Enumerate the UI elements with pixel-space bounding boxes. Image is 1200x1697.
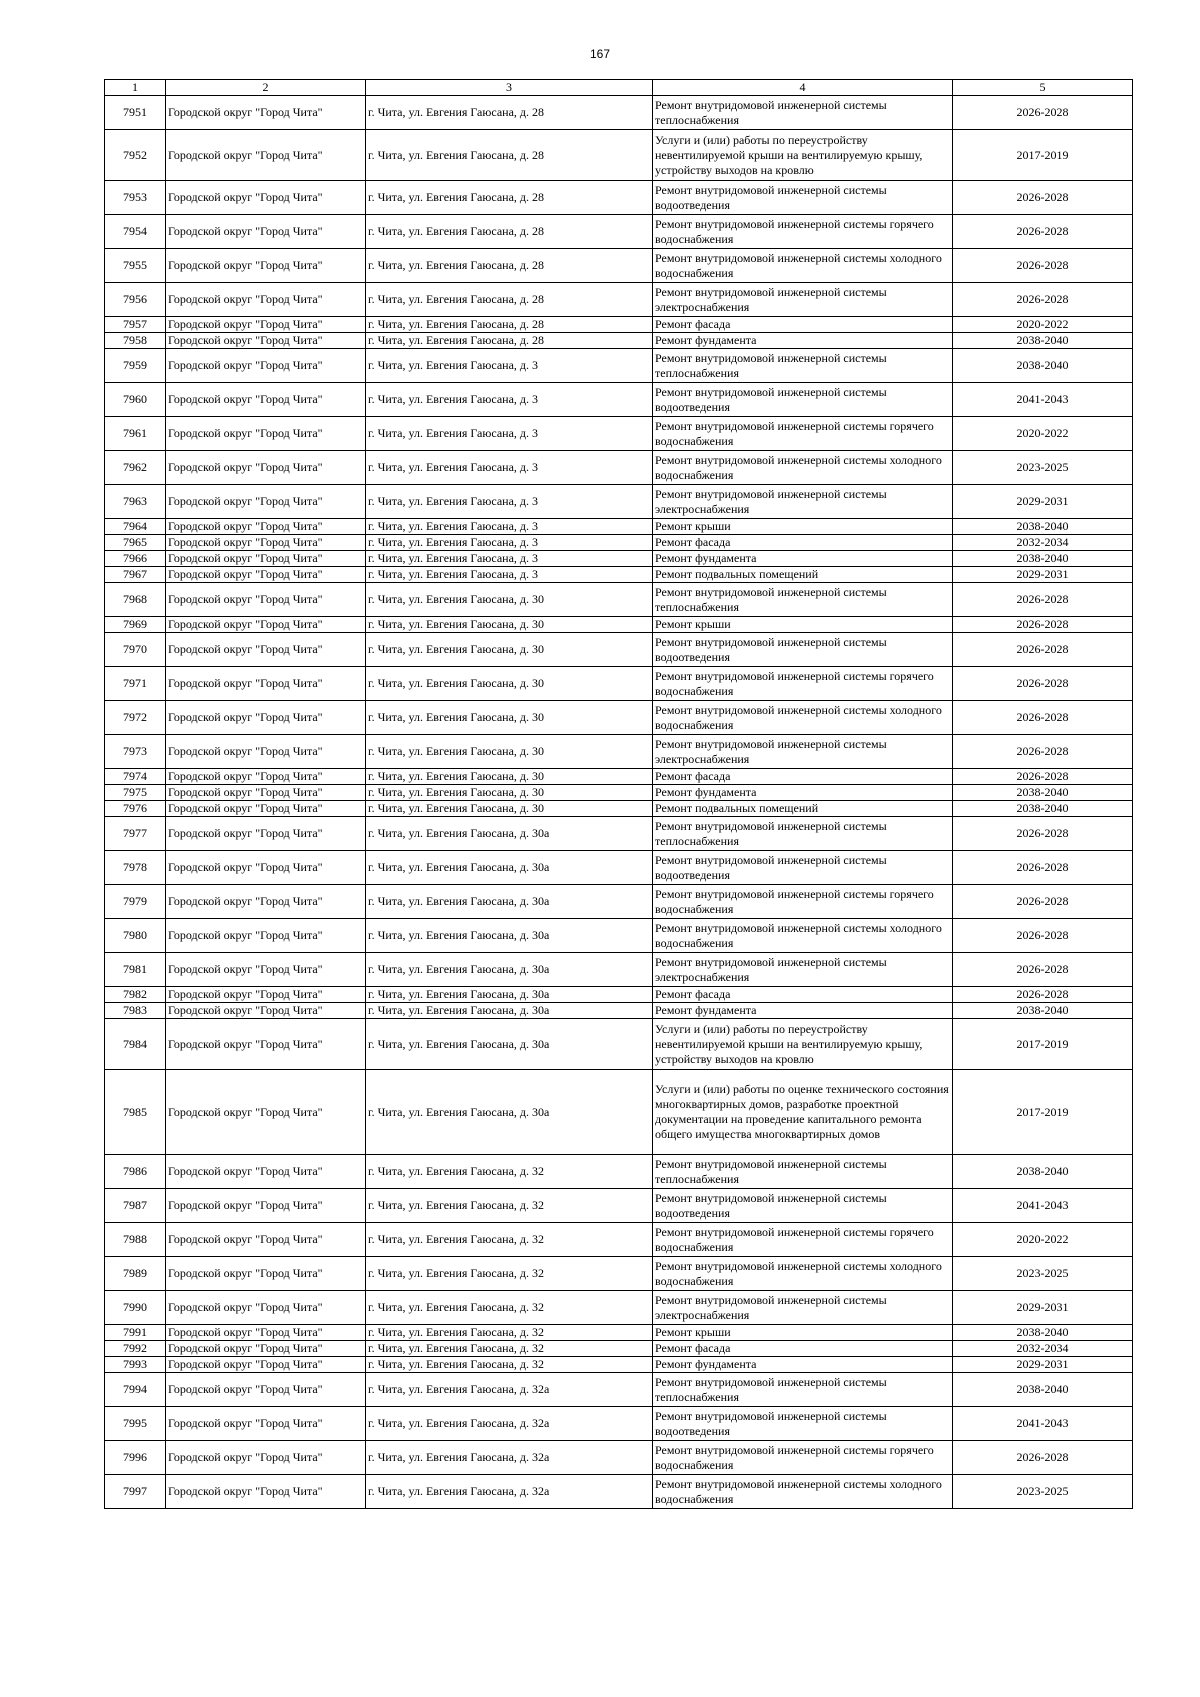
row-number: 7953 [105,181,166,215]
row-number: 7977 [105,817,166,851]
address-cell: г. Чита, ул. Евгения Гаюсана, д. 28 [366,317,653,333]
row-number: 7983 [105,1003,166,1019]
period-cell: 2017-2019 [953,130,1133,181]
address-cell: г. Чита, ул. Евгения Гаюсана, д. 3 [366,349,653,383]
period-cell: 2041-2043 [953,383,1133,417]
row-number: 7972 [105,701,166,735]
address-cell: г. Чита, ул. Евгения Гаюсана, д. 32 [366,1341,653,1357]
municipality-cell: Городской округ "Город Чита" [166,1325,366,1341]
period-cell: 2026-2028 [953,215,1133,249]
address-cell: г. Чита, ул. Евгения Гаюсана, д. 28 [366,96,653,130]
table-row [105,1325,1133,1341]
period-cell: 2038-2040 [953,1325,1133,1341]
period-cell: 2023-2025 [953,1475,1133,1509]
period-cell: 2020-2022 [953,1223,1133,1257]
row-number: 7968 [105,583,166,617]
municipality-cell: Городской округ "Город Чита" [166,485,366,519]
address-cell: г. Чита, ул. Евгения Гаюсана, д. 30а [366,1070,653,1155]
table-row [105,1155,1133,1189]
work-type-cell: Ремонт фасада [653,535,953,551]
work-type-cell: Услуги и (или) работы по переустройству невентилируемой крыши на вентилируемую крышу, устройству выходов на кровлю [653,1019,953,1070]
municipality-cell: Городской округ "Город Чита" [166,1407,366,1441]
work-type-cell: Ремонт фундамента [653,551,953,567]
period-cell: 2026-2028 [953,633,1133,667]
table-row [105,1357,1133,1373]
municipality-cell: Городской округ "Город Чита" [166,633,366,667]
capital-repair-table [104,79,1133,1509]
period-cell: 2026-2028 [953,769,1133,785]
row-number: 7992 [105,1341,166,1357]
table-row [105,1475,1133,1509]
address-cell: г. Чита, ул. Евгения Гаюсана, д. 30а [366,885,653,919]
work-type-cell: Ремонт внутридомовой инженерной системы горячего водоснабжения [653,667,953,701]
table-row [105,817,1133,851]
table-row [105,349,1133,383]
row-number: 7954 [105,215,166,249]
address-cell: г. Чита, ул. Евгения Гаюсана, д. 3 [366,519,653,535]
municipality-cell: Городской округ "Город Чита" [166,885,366,919]
period-cell: 2026-2028 [953,953,1133,987]
table-row [105,987,1133,1003]
column-header: 4 [653,80,953,96]
period-cell: 2020-2022 [953,317,1133,333]
row-number: 7989 [105,1257,166,1291]
municipality-cell: Городской округ "Город Чита" [166,617,366,633]
address-cell: г. Чита, ул. Евгения Гаюсана, д. 3 [366,417,653,451]
address-cell: г. Чита, ул. Евгения Гаюсана, д. 32а [366,1441,653,1475]
address-cell: г. Чита, ул. Евгения Гаюсана, д. 30а [366,851,653,885]
work-type-cell: Ремонт внутридомовой инженерной системы водоотведения [653,383,953,417]
municipality-cell: Городской округ "Город Чита" [166,1003,366,1019]
period-cell: 2029-2031 [953,1291,1133,1325]
row-number: 7952 [105,130,166,181]
table-row [105,1003,1133,1019]
work-type-cell: Ремонт подвальных помещений [653,801,953,817]
work-type-cell: Ремонт фасада [653,317,953,333]
row-number: 7957 [105,317,166,333]
municipality-cell: Городской округ "Город Чита" [166,667,366,701]
address-cell: г. Чита, ул. Евгения Гаюсана, д. 30а [366,1019,653,1070]
address-cell: г. Чита, ул. Евгения Гаюсана, д. 3 [366,485,653,519]
table-row [105,583,1133,617]
work-type-cell: Ремонт внутридомовой инженерной системы электроснабжения [653,485,953,519]
municipality-cell: Городской округ "Город Чита" [166,417,366,451]
row-number: 7982 [105,987,166,1003]
period-cell: 2038-2040 [953,551,1133,567]
row-number: 7964 [105,519,166,535]
row-number: 7967 [105,567,166,583]
work-type-cell: Ремонт фасада [653,769,953,785]
column-header: 5 [953,80,1133,96]
municipality-cell: Городской округ "Город Чита" [166,551,366,567]
table-row [105,701,1133,735]
table-row [105,1373,1133,1407]
row-number: 7985 [105,1070,166,1155]
table-row [105,249,1133,283]
period-cell: 2029-2031 [953,567,1133,583]
table-row [105,801,1133,817]
period-cell: 2026-2028 [953,617,1133,633]
address-cell: г. Чита, ул. Евгения Гаюсана, д. 28 [366,181,653,215]
work-type-cell: Ремонт внутридомовой инженерной системы водоотведения [653,851,953,885]
period-cell: 2038-2040 [953,349,1133,383]
table-row [105,769,1133,785]
table-row [105,1019,1133,1070]
row-number: 7970 [105,633,166,667]
municipality-cell: Городской округ "Город Чита" [166,583,366,617]
table-row [105,383,1133,417]
address-cell: г. Чита, ул. Евгения Гаюсана, д. 30 [366,583,653,617]
table-row [105,667,1133,701]
table-row [105,1189,1133,1223]
period-cell: 2017-2019 [953,1019,1133,1070]
period-cell: 2026-2028 [953,667,1133,701]
table-row [105,785,1133,801]
row-number: 7987 [105,1189,166,1223]
municipality-cell: Городской округ "Город Чита" [166,1070,366,1155]
municipality-cell: Городской округ "Город Чита" [166,1257,366,1291]
address-cell: г. Чита, ул. Евгения Гаюсана, д. 32 [366,1223,653,1257]
table-row [105,953,1133,987]
row-number: 7958 [105,333,166,349]
work-type-cell: Ремонт фасада [653,987,953,1003]
period-cell: 2026-2028 [953,96,1133,130]
period-cell: 2032-2034 [953,535,1133,551]
municipality-cell: Городской округ "Город Чита" [166,1341,366,1357]
address-cell: г. Чита, ул. Евгения Гаюсана, д. 30 [366,769,653,785]
table-body [105,96,1133,1509]
address-cell: г. Чита, ул. Евгения Гаюсана, д. 30 [366,785,653,801]
period-cell: 2026-2028 [953,817,1133,851]
address-cell: г. Чита, ул. Евгения Гаюсана, д. 30а [366,987,653,1003]
row-number: 7961 [105,417,166,451]
period-cell: 2038-2040 [953,1373,1133,1407]
row-number: 7986 [105,1155,166,1189]
period-cell: 2023-2025 [953,451,1133,485]
municipality-cell: Городской округ "Город Чита" [166,349,366,383]
row-number: 7971 [105,667,166,701]
address-cell: г. Чита, ул. Евгения Гаюсана, д. 30а [366,953,653,987]
work-type-cell: Ремонт внутридомовой инженерной системы электроснабжения [653,735,953,769]
work-type-cell: Ремонт крыши [653,519,953,535]
municipality-cell: Городской округ "Город Чита" [166,851,366,885]
municipality-cell: Городской округ "Город Чита" [166,817,366,851]
row-number: 7984 [105,1019,166,1070]
municipality-cell: Городской округ "Город Чита" [166,215,366,249]
municipality-cell: Городской округ "Город Чита" [166,130,366,181]
municipality-cell: Городской округ "Город Чита" [166,919,366,953]
row-number: 7974 [105,769,166,785]
table-row [105,1257,1133,1291]
work-type-cell: Услуги и (или) работы по оценке технического состояния многоквартирных домов, разработке проектной документации на проведение капитального ремонта общего имущества многоквартирных домов [653,1070,953,1155]
work-type-cell: Ремонт крыши [653,1325,953,1341]
period-cell: 2026-2028 [953,1441,1133,1475]
municipality-cell: Городской округ "Город Чита" [166,567,366,583]
work-type-cell: Ремонт внутридомовой инженерной системы горячего водоснабжения [653,215,953,249]
municipality-cell: Городской округ "Город Чита" [166,1019,366,1070]
address-cell: г. Чита, ул. Евгения Гаюсана, д. 30 [366,735,653,769]
work-type-cell: Ремонт внутридомовой инженерной системы водоотведения [653,1189,953,1223]
row-number: 7975 [105,785,166,801]
work-type-cell: Ремонт фасада [653,1341,953,1357]
row-number: 7955 [105,249,166,283]
period-cell: 2038-2040 [953,333,1133,349]
work-type-cell: Ремонт внутридомовой инженерной системы водоотведения [653,633,953,667]
municipality-cell: Городской округ "Город Чита" [166,333,366,349]
work-type-cell: Ремонт внутридомовой инженерной системы электроснабжения [653,1291,953,1325]
period-cell: 2038-2040 [953,519,1133,535]
column-header: 3 [366,80,653,96]
municipality-cell: Городской округ "Город Чита" [166,1189,366,1223]
address-cell: г. Чита, ул. Евгения Гаюсана, д. 32 [366,1357,653,1373]
municipality-cell: Городской округ "Город Чита" [166,701,366,735]
work-type-cell: Ремонт крыши [653,617,953,633]
municipality-cell: Городской округ "Город Чита" [166,769,366,785]
address-cell: г. Чита, ул. Евгения Гаюсана, д. 30а [366,817,653,851]
period-cell: 2023-2025 [953,1257,1133,1291]
table-header [105,80,1133,96]
address-cell: г. Чита, ул. Евгения Гаюсана, д. 30 [366,801,653,817]
table-row [105,333,1133,349]
address-cell: г. Чита, ул. Евгения Гаюсана, д. 28 [366,249,653,283]
municipality-cell: Городской округ "Город Чита" [166,96,366,130]
address-cell: г. Чита, ул. Евгения Гаюсана, д. 30 [366,617,653,633]
row-number: 7980 [105,919,166,953]
address-cell: г. Чита, ул. Евгения Гаюсана, д. 32 [366,1155,653,1189]
table-row [105,181,1133,215]
table-row [105,1407,1133,1441]
work-type-cell: Ремонт фундамента [653,1003,953,1019]
municipality-cell: Городской округ "Город Чита" [166,519,366,535]
row-number: 7963 [105,485,166,519]
work-type-cell: Ремонт внутридомовой инженерной системы водоотведения [653,1407,953,1441]
municipality-cell: Городской округ "Город Чита" [166,801,366,817]
row-number: 7990 [105,1291,166,1325]
work-type-cell: Ремонт подвальных помещений [653,567,953,583]
period-cell: 2038-2040 [953,801,1133,817]
row-number: 7988 [105,1223,166,1257]
table-row [105,1441,1133,1475]
table-row [105,535,1133,551]
address-cell: г. Чита, ул. Евгения Гаюсана, д. 3 [366,567,653,583]
table-row [105,851,1133,885]
row-number: 7962 [105,451,166,485]
period-cell: 2026-2028 [953,283,1133,317]
municipality-cell: Городской округ "Город Чита" [166,1475,366,1509]
address-cell: г. Чита, ул. Евгения Гаюсана, д. 30а [366,919,653,953]
row-number: 7973 [105,735,166,769]
municipality-cell: Городской округ "Город Чита" [166,283,366,317]
table-row [105,1223,1133,1257]
municipality-cell: Городской округ "Город Чита" [166,1441,366,1475]
municipality-cell: Городской округ "Город Чита" [166,451,366,485]
address-cell: г. Чита, ул. Евгения Гаюсана, д. 32 [366,1189,653,1223]
row-number: 7981 [105,953,166,987]
address-cell: г. Чита, ул. Евгения Гаюсана, д. 3 [366,451,653,485]
table-row [105,567,1133,583]
table-row [105,215,1133,249]
period-cell: 2038-2040 [953,1003,1133,1019]
address-cell: г. Чита, ул. Евгения Гаюсана, д. 28 [366,333,653,349]
work-type-cell: Ремонт внутридомовой инженерной системы горячего водоснабжения [653,417,953,451]
municipality-cell: Городской округ "Город Чита" [166,735,366,769]
work-type-cell: Ремонт внутридомовой инженерной системы теплоснабжения [653,96,953,130]
work-type-cell: Ремонт внутридомовой инженерной системы горячего водоснабжения [653,885,953,919]
municipality-cell: Городской округ "Город Чита" [166,383,366,417]
period-cell: 2038-2040 [953,785,1133,801]
table-row [105,1291,1133,1325]
work-type-cell: Ремонт внутридомовой инженерной системы холодного водоснабжения [653,701,953,735]
municipality-cell: Городской округ "Город Чита" [166,987,366,1003]
work-type-cell: Ремонт внутридомовой инженерной системы теплоснабжения [653,583,953,617]
row-number: 7960 [105,383,166,417]
work-type-cell: Ремонт внутридомовой инженерной системы горячего водоснабжения [653,1223,953,1257]
municipality-cell: Городской округ "Город Чита" [166,953,366,987]
work-type-cell: Ремонт внутридомовой инженерной системы теплоснабжения [653,349,953,383]
work-type-cell: Ремонт внутридомовой инженерной системы холодного водоснабжения [653,249,953,283]
work-type-cell: Ремонт фундамента [653,1357,953,1373]
work-type-cell: Ремонт внутридомовой инженерной системы водоотведения [653,181,953,215]
municipality-cell: Городской округ "Город Чита" [166,317,366,333]
column-number-row [105,80,1133,96]
work-type-cell: Ремонт фундамента [653,785,953,801]
work-type-cell: Ремонт внутридомовой инженерной системы холодного водоснабжения [653,1257,953,1291]
period-cell: 2026-2028 [953,181,1133,215]
row-number: 7966 [105,551,166,567]
work-type-cell: Ремонт внутридомовой инженерной системы электроснабжения [653,953,953,987]
address-cell: г. Чита, ул. Евгения Гаюсана, д. 28 [366,283,653,317]
table-row [105,1070,1133,1155]
work-type-cell: Ремонт внутридомовой инженерной системы электроснабжения [653,283,953,317]
work-type-cell: Ремонт внутридомовой инженерной системы горячего водоснабжения [653,1441,953,1475]
period-cell: 2029-2031 [953,1357,1133,1373]
period-cell: 2041-2043 [953,1189,1133,1223]
row-number: 7979 [105,885,166,919]
table-row [105,130,1133,181]
work-type-cell: Ремонт внутридомовой инженерной системы холодного водоснабжения [653,451,953,485]
row-number: 7956 [105,283,166,317]
address-cell: г. Чита, ул. Евгения Гаюсана, д. 3 [366,551,653,567]
period-cell: 2041-2043 [953,1407,1133,1441]
row-number: 7951 [105,96,166,130]
table-row [105,417,1133,451]
address-cell: г. Чита, ул. Евгения Гаюсана, д. 3 [366,535,653,551]
row-number: 7993 [105,1357,166,1373]
address-cell: г. Чита, ул. Евгения Гаюсана, д. 32а [366,1475,653,1509]
work-type-cell: Ремонт фундамента [653,333,953,349]
work-type-cell: Ремонт внутридомовой инженерной системы холодного водоснабжения [653,1475,953,1509]
municipality-cell: Городской округ "Город Чита" [166,249,366,283]
address-cell: г. Чита, ул. Евгения Гаюсана, д. 30 [366,633,653,667]
table-row [105,451,1133,485]
row-number: 7991 [105,1325,166,1341]
row-number: 7996 [105,1441,166,1475]
column-header: 1 [105,80,166,96]
period-cell: 2026-2028 [953,987,1133,1003]
period-cell: 2017-2019 [953,1070,1133,1155]
work-type-cell: Ремонт внутридомовой инженерной системы теплоснабжения [653,1373,953,1407]
row-number: 7965 [105,535,166,551]
municipality-cell: Городской округ "Город Чита" [166,1223,366,1257]
row-number: 7959 [105,349,166,383]
address-cell: г. Чита, ул. Евгения Гаюсана, д. 32 [366,1257,653,1291]
address-cell: г. Чита, ул. Евгения Гаюсана, д. 28 [366,130,653,181]
work-type-cell: Ремонт внутридомовой инженерной системы теплоснабжения [653,817,953,851]
row-number: 7976 [105,801,166,817]
period-cell: 2026-2028 [953,735,1133,769]
address-cell: г. Чита, ул. Евгения Гаюсана, д. 28 [366,215,653,249]
municipality-cell: Городской округ "Город Чита" [166,1155,366,1189]
row-number: 7997 [105,1475,166,1509]
municipality-cell: Городской округ "Город Чита" [166,785,366,801]
table-row [105,317,1133,333]
period-cell: 2026-2028 [953,851,1133,885]
row-number: 7994 [105,1373,166,1407]
work-type-cell: Услуги и (или) работы по переустройству невентилируемой крыши на вентилируемую крышу, устройству выходов на кровлю [653,130,953,181]
period-cell: 2026-2028 [953,249,1133,283]
table-row [105,485,1133,519]
municipality-cell: Городской округ "Город Чита" [166,1373,366,1407]
table-row [105,735,1133,769]
work-type-cell: Ремонт внутридомовой инженерной системы теплоснабжения [653,1155,953,1189]
row-number: 7995 [105,1407,166,1441]
municipality-cell: Городской округ "Город Чита" [166,535,366,551]
table-row [105,283,1133,317]
address-cell: г. Чита, ул. Евгения Гаюсана, д. 30 [366,667,653,701]
column-header: 2 [166,80,366,96]
table-row [105,885,1133,919]
address-cell: г. Чита, ул. Евгения Гаюсана, д. 32 [366,1325,653,1341]
municipality-cell: Городской округ "Город Чита" [166,181,366,215]
page-number: 167 [589,47,611,61]
period-cell: 2032-2034 [953,1341,1133,1357]
table-row [105,617,1133,633]
table-row [105,633,1133,667]
table-row [105,919,1133,953]
address-cell: г. Чита, ул. Евгения Гаюсана, д. 30 [366,701,653,735]
municipality-cell: Городской округ "Город Чита" [166,1291,366,1325]
period-cell: 2029-2031 [953,485,1133,519]
address-cell: г. Чита, ул. Евгения Гаюсана, д. 3 [366,383,653,417]
period-cell: 2038-2040 [953,1155,1133,1189]
municipality-cell: Городской округ "Город Чита" [166,1357,366,1373]
work-type-cell: Ремонт внутридомовой инженерной системы холодного водоснабжения [653,919,953,953]
table-row [105,519,1133,535]
address-cell: г. Чита, ул. Евгения Гаюсана, д. 30а [366,1003,653,1019]
address-cell: г. Чита, ул. Евгения Гаюсана, д. 32 [366,1291,653,1325]
address-cell: г. Чита, ул. Евгения Гаюсана, д. 32а [366,1407,653,1441]
period-cell: 2026-2028 [953,885,1133,919]
period-cell: 2026-2028 [953,583,1133,617]
address-cell: г. Чита, ул. Евгения Гаюсана, д. 32а [366,1373,653,1407]
table-row [105,96,1133,130]
table-row [105,551,1133,567]
period-cell: 2026-2028 [953,701,1133,735]
table-row [105,1341,1133,1357]
period-cell: 2020-2022 [953,417,1133,451]
row-number: 7978 [105,851,166,885]
period-cell: 2026-2028 [953,919,1133,953]
row-number: 7969 [105,617,166,633]
